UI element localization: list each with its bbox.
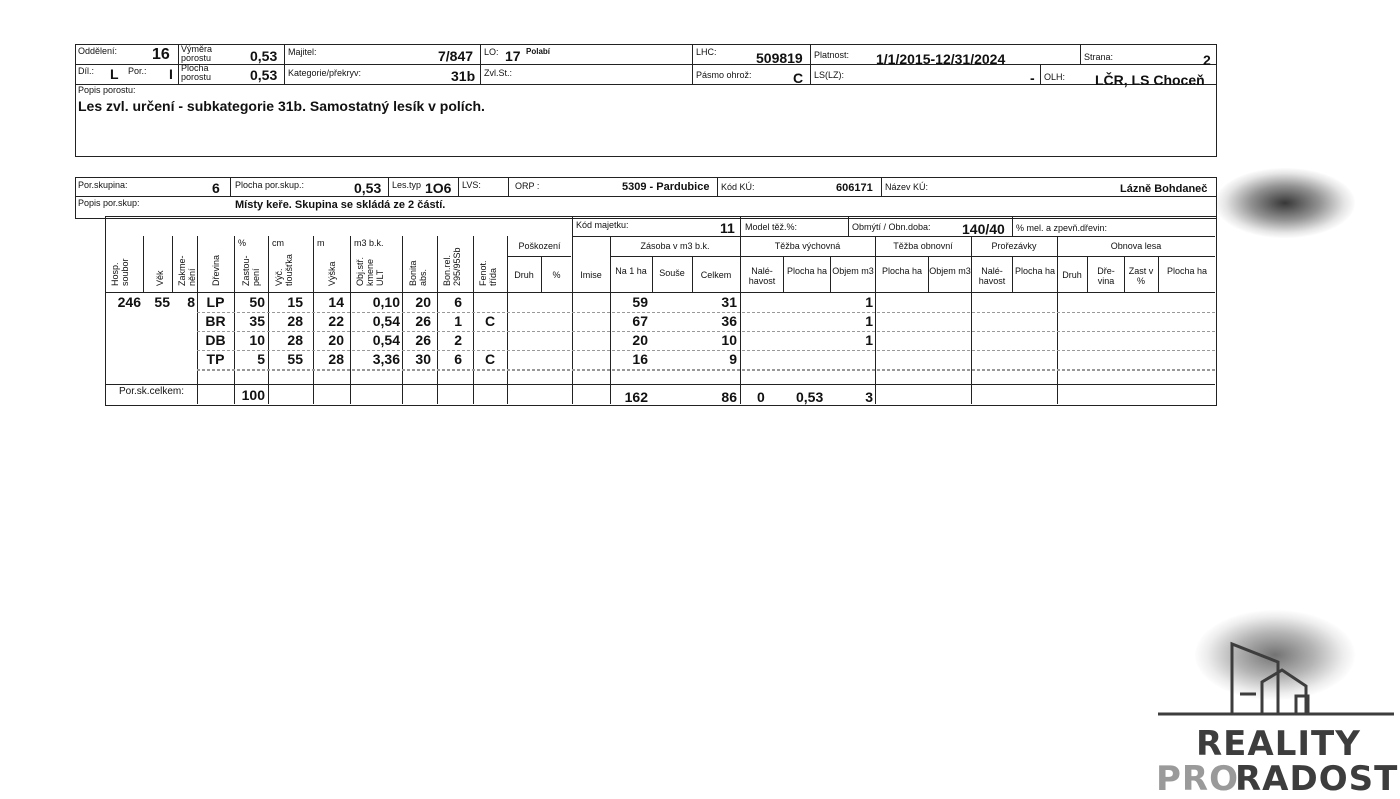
skupina-label: Por.skupina: <box>78 180 128 190</box>
plocha-value: 0,53 <box>250 67 278 83</box>
por-value: I <box>169 66 173 82</box>
col-tv-nalehavost-header: Nalé- havost <box>748 266 776 286</box>
model-tez-label: Model těž.%: <box>745 222 798 232</box>
totals-label: Por.sk.celkem: <box>119 386 185 397</box>
col-obj-unit: m3 b.k. <box>354 238 384 248</box>
obmyti-value: 140/40 <box>962 221 1005 237</box>
cell-drevina: BR <box>205 313 226 329</box>
skupina-value: 6 <box>212 180 220 196</box>
col-pct-header: % <box>552 270 561 280</box>
col-hosp-header: Hosp. soubor <box>110 258 130 286</box>
lo-name: Polabí <box>526 47 551 56</box>
cell-objem: 0,54 <box>372 313 400 329</box>
house-skyline-icon <box>1156 636 1396 716</box>
zakmeneni-value: 8 <box>187 294 195 310</box>
cell-drevina: TP <box>206 351 225 367</box>
majitel-value: 7/847 <box>438 48 474 64</box>
cell-objem: 0,54 <box>372 332 400 348</box>
vymera-label: Výměra porostu <box>181 44 213 63</box>
oddeleni-value: 16 <box>152 46 170 63</box>
dil-value: L <box>110 66 119 82</box>
obmyti-label: Obmýtí / Obn.doba: <box>852 222 931 232</box>
cell-na1ha: 16 <box>632 351 648 367</box>
cell-tloustka: 55 <box>287 351 303 367</box>
cell-bonita: 20 <box>415 294 431 310</box>
lo-label: LO: <box>484 47 499 57</box>
pasmo-value: C <box>793 70 804 86</box>
cell-celkem: 31 <box>721 294 737 310</box>
cell-bonrel: 2 <box>454 332 462 348</box>
col-souse-header: Souše <box>659 268 685 278</box>
col-pr-plocha-header: Plocha ha <box>1014 266 1056 276</box>
cell-na1ha: 20 <box>632 332 648 348</box>
orp-value: 5309 - Pardubice <box>622 181 710 193</box>
ls-value: - <box>1030 70 1035 86</box>
col-to-objem-header: Objem m3 <box>929 266 971 276</box>
hosp-value: 246 <box>117 294 141 310</box>
oddeleni-label: Oddělení: <box>78 46 118 56</box>
col-bonita-header: Bonita abs. <box>408 260 428 286</box>
platnost-label: Platnost: <box>814 50 850 60</box>
col-tezba-vych-header: Těžba výchovná <box>774 241 841 251</box>
cell-tv-objem: 1 <box>865 313 873 329</box>
cell-tv-objem: 1 <box>865 294 873 310</box>
totals-tv-objem: 3 <box>865 389 873 405</box>
vek-value: 55 <box>154 294 170 310</box>
kod-majetku-value: 11 <box>720 220 735 236</box>
cell-bonrel: 1 <box>454 313 462 329</box>
cell-na1ha: 59 <box>632 294 648 310</box>
cell-bonita: 26 <box>415 332 431 348</box>
col-drevina-header: Dřevina <box>211 254 221 286</box>
cell-bonrel: 6 <box>454 294 462 310</box>
cell-bonita: 26 <box>415 313 431 329</box>
nazevku-label: Název KÚ: <box>885 182 929 192</box>
col-obnova-header: Obnova lesa <box>1110 241 1162 251</box>
pasmo-label: Pásmo ohrož: <box>696 70 752 80</box>
zvl-label: Zvl.St.: <box>484 68 513 78</box>
cell-vyska: 22 <box>328 313 344 329</box>
majitel-label: Majitel: <box>288 47 317 57</box>
scan-smudge-top <box>1215 168 1355 238</box>
por-label: Por.: <box>128 66 147 76</box>
plocha-skup-value: 0,53 <box>354 180 382 196</box>
cell-objem: 0,10 <box>372 294 400 310</box>
cell-tloustka: 15 <box>287 294 303 310</box>
cell-drevina: DB <box>205 332 226 348</box>
kodku-label: Kód KÚ: <box>721 182 755 192</box>
totals-zast: 100 <box>241 387 265 403</box>
col-tl-unit: cm <box>272 238 284 248</box>
lestyp-value: 1O6 <box>425 180 452 196</box>
ls-label: LS(LZ): <box>814 70 845 80</box>
cell-zast: 5 <box>257 351 265 367</box>
popis-skup-label: Popis por.skup: <box>78 198 140 208</box>
col-imise-header: Imise <box>580 270 602 280</box>
cell-zast: 50 <box>249 294 265 310</box>
col-ob-plocha-header: Plocha ha <box>1166 266 1208 276</box>
cell-fenot: C <box>484 351 496 367</box>
orp-label: ORP : <box>515 181 540 191</box>
cell-na1ha: 67 <box>632 313 648 329</box>
col-tezba-obn-header: Těžba obnovní <box>893 241 953 251</box>
col-zasoba-header: Zásoba v m3 b.k. <box>640 241 710 251</box>
col-poskozeni-header: Poškození <box>518 241 561 251</box>
plocha-skup-label: Plocha por.skup.: <box>235 180 305 190</box>
col-na1ha-header: Na 1 ha <box>615 266 647 276</box>
col-prorezavky-header: Prořezávky <box>991 241 1037 251</box>
cell-celkem: 36 <box>721 313 737 329</box>
kategorie-label: Kategorie/překryv: <box>288 68 362 78</box>
cell-zast: 10 <box>249 332 265 348</box>
col-celkem-header: Celkem <box>700 270 732 280</box>
totals-celkem: 86 <box>721 389 737 405</box>
col-vy-header: Výška <box>327 261 337 286</box>
totals-na1ha: 162 <box>624 389 648 405</box>
cell-objem: 3,36 <box>372 351 400 367</box>
totals-tv-nalehavost: 0 <box>757 389 765 405</box>
col-vek-header: Věk <box>155 270 165 286</box>
col-tv-objem-header: Objem m3 <box>832 266 874 276</box>
cell-vyska: 28 <box>328 351 344 367</box>
logo-line2b: RADOST <box>1235 759 1399 799</box>
cell-bonita: 30 <box>415 351 431 367</box>
col-tv-plocha-header: Plocha ha <box>786 266 828 276</box>
col-druh-header: Druh <box>514 270 534 280</box>
col-zakm-header: Zakme- nění <box>177 255 197 286</box>
cell-tloustka: 28 <box>287 332 303 348</box>
platnost-value: 1/1/2015-12/31/2024 <box>876 51 1006 67</box>
cell-vyska: 14 <box>328 294 344 310</box>
col-tl-header: Výč. tloušťka <box>274 254 294 286</box>
popis-porostu-label: Popis porostu: <box>78 85 136 95</box>
col-ob-druh-header: Druh <box>1062 270 1082 280</box>
mel-zpevn-label: % mel. a zpevň.dřevin: <box>1016 223 1108 233</box>
popis-skup-value: Místy keře. Skupina se skládá ze 2 částí. <box>235 199 446 211</box>
col-vy-unit: m <box>317 238 325 248</box>
totals-tv-plocha: 0,53 <box>796 389 824 405</box>
lvs-label: LVS: <box>462 180 481 190</box>
row-separator <box>197 370 1215 371</box>
popis-porostu-value: Les zvl. určení - subkategorie 31b. Samostatný lesík v polích. <box>78 98 485 114</box>
cell-celkem: 9 <box>729 351 737 367</box>
col-zast-header: Zastou- pení <box>241 255 261 286</box>
cell-celkem: 10 <box>721 332 737 348</box>
cell-tv-objem: 1 <box>865 332 873 348</box>
strana-label: Strana: <box>1084 52 1114 62</box>
cell-vyska: 20 <box>328 332 344 348</box>
lhc-value: 509819 <box>756 50 803 66</box>
plocha-label: Plocha porostu <box>181 63 212 82</box>
lhc-label: LHC: <box>696 47 717 57</box>
kategorie-value: 31b <box>451 68 476 84</box>
olh-value: LČR, LS Choceň <box>1095 72 1205 88</box>
cell-bonrel: 6 <box>454 351 462 367</box>
cell-drevina: LP <box>206 294 225 310</box>
cell-tloustka: 28 <box>287 313 303 329</box>
col-ob-drevina-header: Dře- vina <box>1097 266 1115 286</box>
col-obj-header: Obj.stř. kmene ULT <box>355 256 385 286</box>
col-pr-nalehavost-header: Nalé- havost <box>978 266 1006 286</box>
cell-zast: 35 <box>249 313 265 329</box>
col-bonrel-header: Bon.rel. 295/95Sb <box>442 247 462 286</box>
lestyp-label: Les.typ <box>392 180 422 190</box>
dil-label: Díl.: <box>78 66 95 76</box>
col-zast-unit: % <box>238 238 247 248</box>
kodku-value: 606171 <box>836 182 873 194</box>
vymera-value: 0,53 <box>250 48 278 64</box>
col-to-plocha-header: Plocha ha <box>881 266 923 276</box>
lo-value: 17 <box>505 48 521 64</box>
cell-fenot: C <box>484 313 496 329</box>
col-fenot-header: Fenot. třída <box>478 260 498 286</box>
col-ob-zast-header: Zast v % <box>1128 266 1154 286</box>
nazevku-value: Lázně Bohdaneč <box>1120 183 1208 195</box>
kod-majetku-label: Kód majetku: <box>576 220 629 230</box>
logo-line2a: PRO <box>1156 759 1240 799</box>
strana-value: 2 <box>1203 52 1211 68</box>
logo-line1: REALITY <box>1196 724 1361 764</box>
olh-label: OLH: <box>1044 72 1066 82</box>
